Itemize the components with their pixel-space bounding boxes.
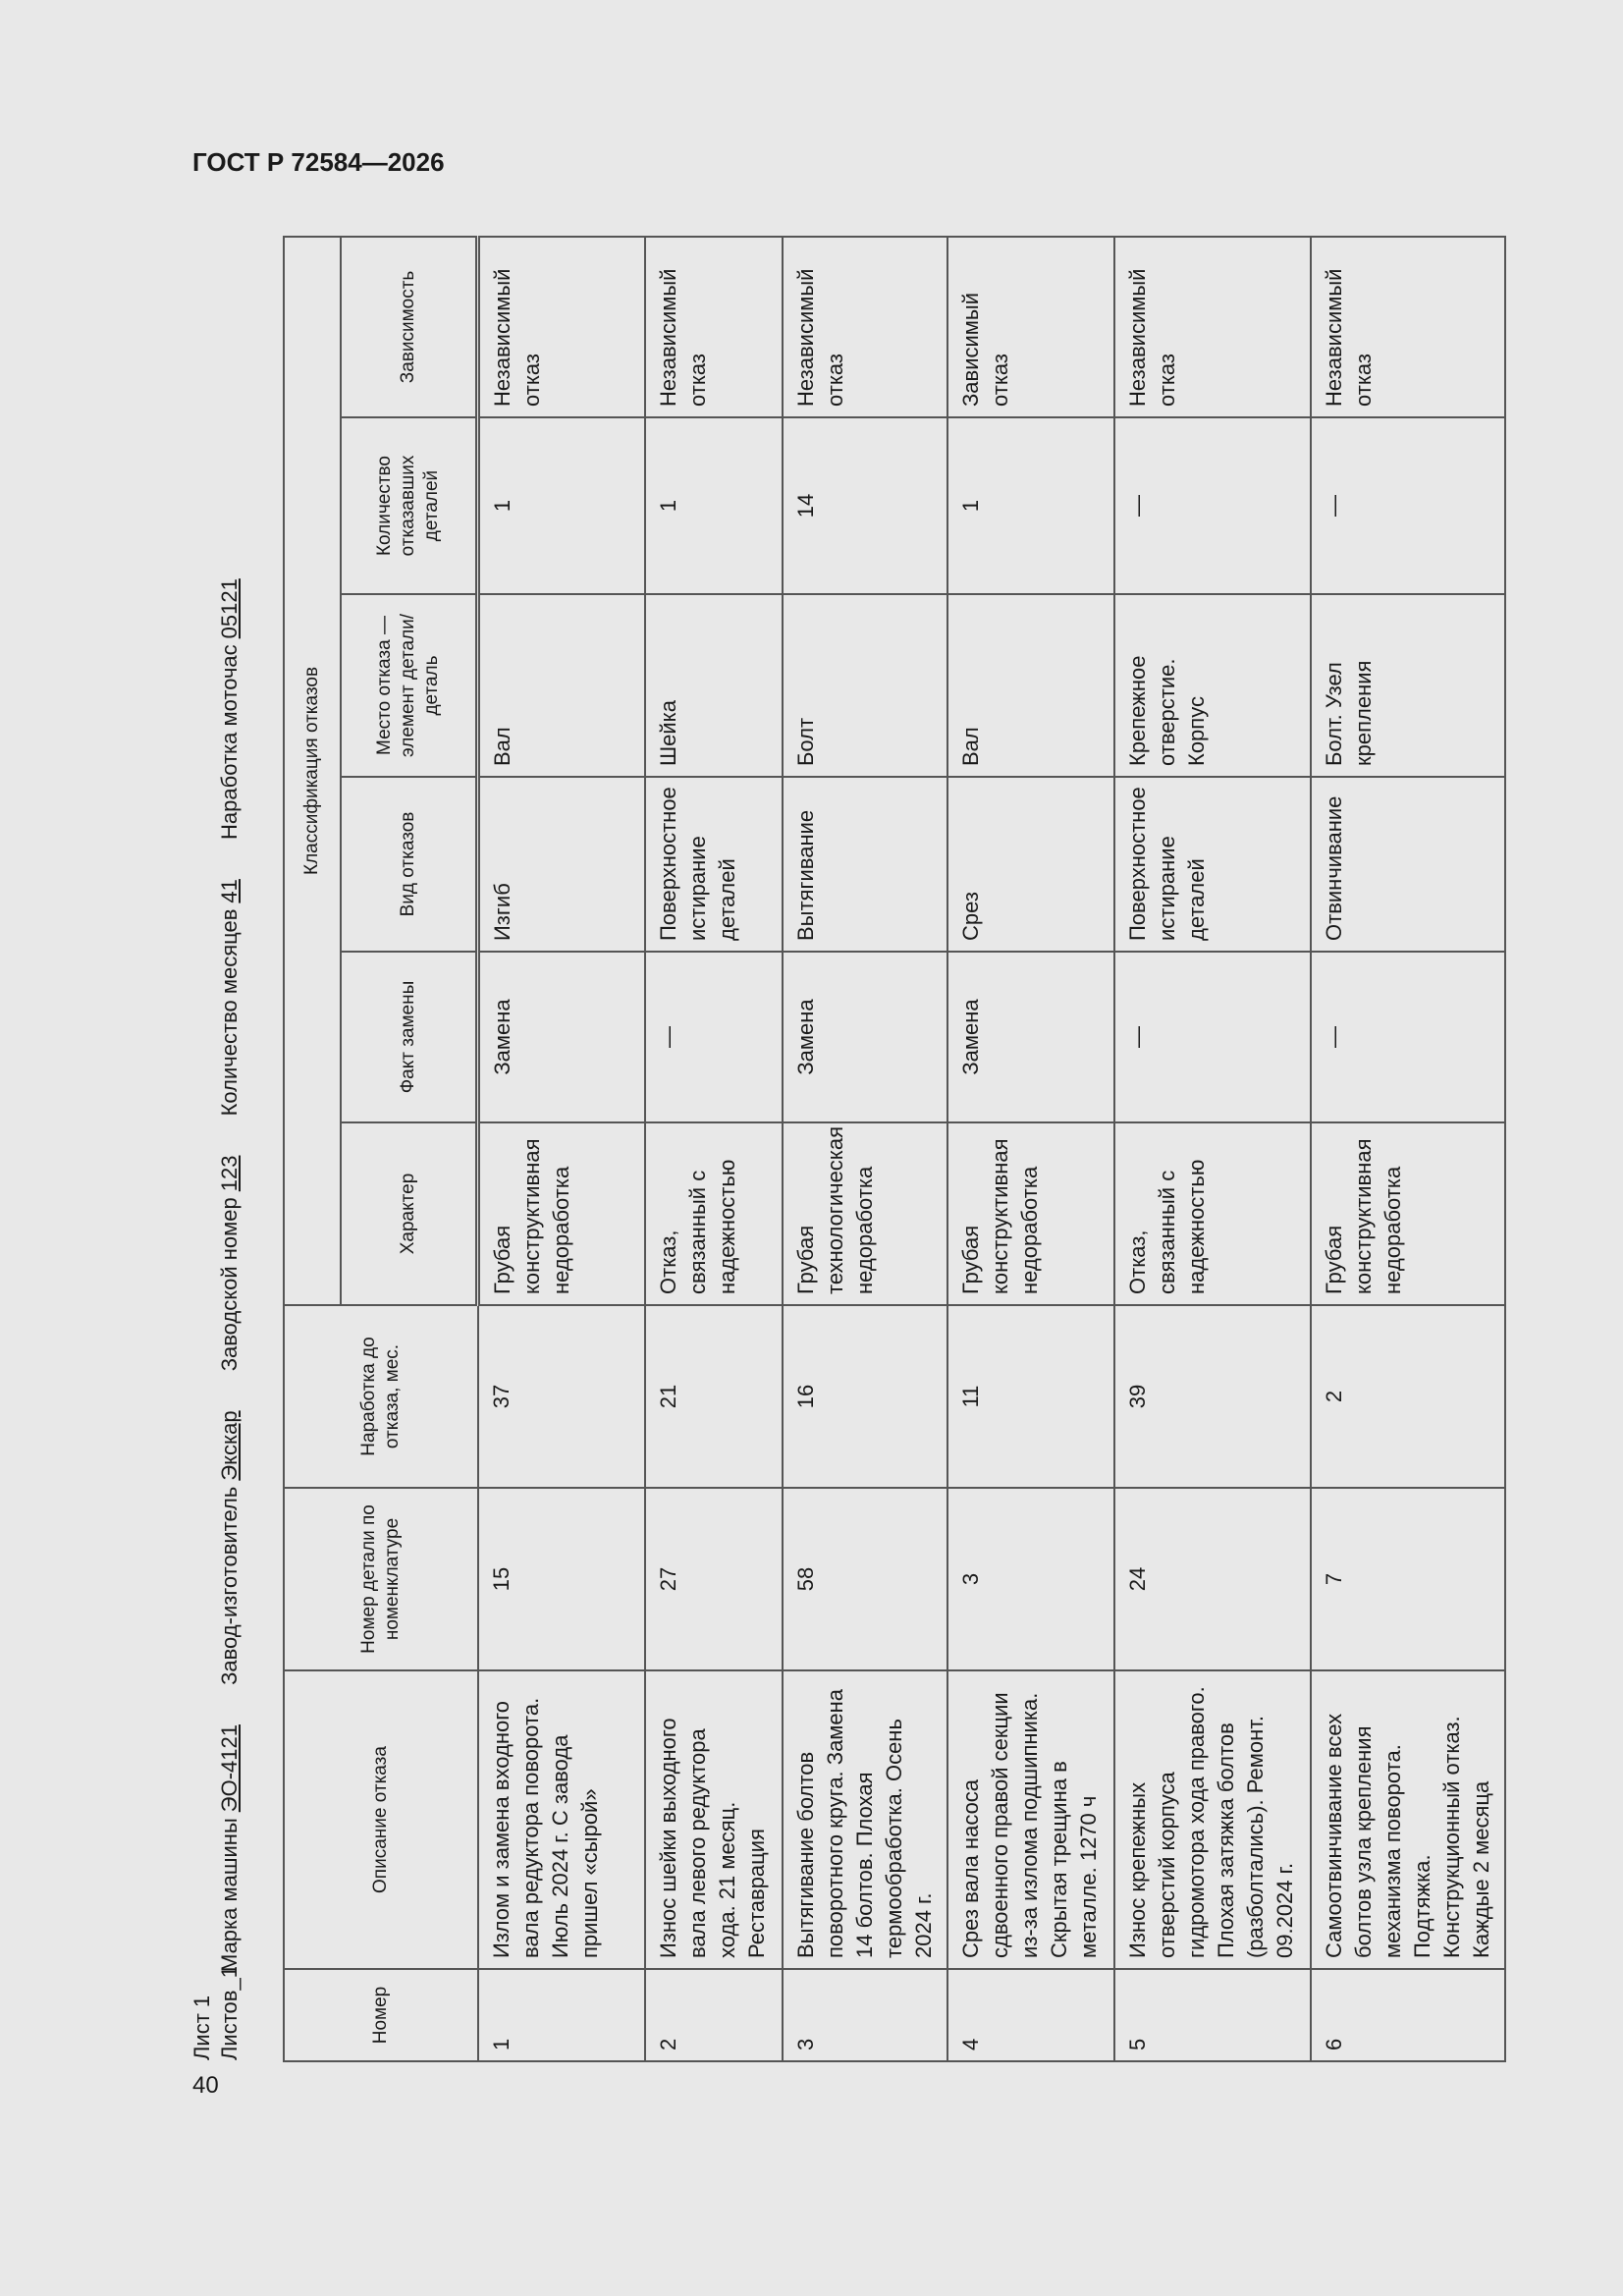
header-description: Описание отказа <box>284 1670 478 1969</box>
row-runtime: 11 <box>947 1305 1114 1488</box>
row-description: Самоотвинчивание всех болтов узла крепления механизма поворота. Подтяжка. Конструкционный отказ. Каждые 2 месяца <box>1311 1670 1505 1969</box>
header-count: Количество отказавших деталей <box>341 417 478 594</box>
row-runtime: 39 <box>1114 1305 1311 1488</box>
row-failure-type: Поверхностное истирание деталей <box>1114 777 1311 952</box>
report-meta <box>187 216 280 2062</box>
header-number: Номер <box>284 1969 478 2061</box>
meta-line <box>216 545 243 1972</box>
factory-label: Завод-изготовитель <box>217 1486 242 1685</box>
row-count: — <box>1311 417 1505 594</box>
hours-label: Наработка моточас <box>217 644 242 840</box>
row-replacement: Замена <box>478 952 645 1122</box>
header-part-number: Номер детали по номенклатуре <box>284 1488 478 1670</box>
row-runtime: 16 <box>783 1305 947 1488</box>
row-number: 3 <box>783 1969 947 2061</box>
row-dependency: Независимый отказ <box>645 237 783 417</box>
row-description: Излом и замена входного вала редуктора поворота. Июль 2024 г. С завода пришел «сырой» <box>478 1670 645 1969</box>
row-description: Вытягивание болтов поворотного круга. Замена 14 болтов. Плохая термообработка. Осень 2024 г. <box>783 1670 947 1969</box>
row-location: Болт <box>783 594 947 777</box>
row-failure-type: Поверхностное истирание деталей <box>645 777 783 952</box>
months-label: Количество месяцев <box>217 908 242 1117</box>
row-count: 1 <box>645 417 783 594</box>
row-failure-type: Изгиб <box>478 777 645 952</box>
row-character: Грубая конструктивная недоработка <box>478 1122 645 1305</box>
months-value: 41 <box>217 879 242 903</box>
table-row <box>783 237 947 2061</box>
row-part-number: 3 <box>947 1488 1114 1670</box>
row-replacement: — <box>645 952 783 1122</box>
header-dependency: Зависимость <box>341 237 478 417</box>
row-runtime: 2 <box>1311 1305 1505 1488</box>
row-number: 1 <box>478 1969 645 2061</box>
row-runtime: 21 <box>645 1305 783 1488</box>
row-part-number: 7 <box>1311 1488 1505 1670</box>
row-description: Износ шейки выходного вала левого редуктора хода. 21 месяц. Реставрация <box>645 1670 783 1969</box>
row-replacement: Замена <box>947 952 1114 1122</box>
row-part-number: 58 <box>783 1488 947 1670</box>
row-character: Отказ, связанный с надежностью <box>1114 1122 1311 1305</box>
failure-report-sheet <box>187 216 1492 2062</box>
row-number: 6 <box>1311 1969 1505 2061</box>
row-description: Износ крепежных отверстий корпуса гидромотора хода правого. Плохая затяжка болтов (разболтались). Ремонт. 09.2024 г. <box>1114 1670 1311 1969</box>
row-dependency: Независимый отказ <box>783 237 947 417</box>
row-character: Грубая конструктивная недоработка <box>1311 1122 1505 1305</box>
row-runtime: 37 <box>478 1305 645 1488</box>
machine-label: Марка машины <box>217 1818 242 1972</box>
sheet-count: Листов_1 <box>217 1966 242 2060</box>
row-replacement: — <box>1114 952 1311 1122</box>
sheet-number: Лист 1 <box>189 1995 214 2060</box>
row-dependency: Независимый отказ <box>1114 237 1311 417</box>
row-count: 14 <box>783 417 947 594</box>
row-location: Вал <box>478 594 645 777</box>
sheet-info <box>189 1966 243 2060</box>
row-replacement: Замена <box>783 952 947 1122</box>
row-part-number: 15 <box>478 1488 645 1670</box>
row-dependency: Зависимый отказ <box>947 237 1114 417</box>
row-character: Грубая технологическая недоработка <box>783 1122 947 1305</box>
row-part-number: 24 <box>1114 1488 1311 1670</box>
row-location: Вал <box>947 594 1114 777</box>
row-part-number: 27 <box>645 1488 783 1670</box>
row-count: 1 <box>478 417 645 594</box>
row-location: Шейка <box>645 594 783 777</box>
row-character: Отказ, связанный с надежностью <box>645 1122 783 1305</box>
table-row <box>1311 237 1505 2061</box>
page-number: 40 <box>192 2072 219 2099</box>
row-failure-type: Вытягивание <box>783 777 947 952</box>
row-location: Болт. Узел крепления <box>1311 594 1505 777</box>
row-character: Грубая конструктивная недоработка <box>947 1122 1114 1305</box>
table-row <box>478 237 645 2061</box>
header-failure-type: Вид отказов <box>341 777 478 952</box>
row-number: 2 <box>645 1969 783 2061</box>
header-classification: Классификация отказов <box>284 237 341 1305</box>
failure-table <box>283 236 1506 2062</box>
machine-value: ЭО-4121 <box>217 1724 242 1813</box>
row-replacement: — <box>1311 952 1505 1122</box>
table-row <box>1114 237 1311 2061</box>
row-failure-type: Отвинчивание <box>1311 777 1505 952</box>
row-failure-type: Срез <box>947 777 1114 952</box>
header-character: Характер <box>341 1122 478 1305</box>
row-number: 4 <box>947 1969 1114 2061</box>
document-code: ГОСТ Р 72584—2026 <box>192 147 445 177</box>
row-count: 1 <box>947 417 1114 594</box>
header-replacement: Факт замены <box>341 952 478 1122</box>
factory-value: Экскар <box>217 1410 242 1481</box>
row-number: 5 <box>1114 1969 1311 2061</box>
row-description: Срез вала насоса сдвоенного правой секции из-за излома подшипника. Скрытая трещина в металле. 1270 ч <box>947 1670 1114 1969</box>
row-count: — <box>1114 417 1311 594</box>
row-location: Крепежное отверстие. Корпус <box>1114 594 1311 777</box>
row-dependency: Независимый отказ <box>478 237 645 417</box>
table-row <box>947 237 1114 2061</box>
header-runtime: Наработка до отказа, мес. <box>284 1305 478 1488</box>
serial-value: 123 <box>217 1155 242 1192</box>
header-location: Место отказа — элемент детали/деталь <box>341 594 478 777</box>
table-row <box>645 237 783 2061</box>
row-dependency: Независимый отказ <box>1311 237 1505 417</box>
serial-label: Заводской номер <box>217 1197 242 1372</box>
hours-value: 05121 <box>217 578 242 639</box>
